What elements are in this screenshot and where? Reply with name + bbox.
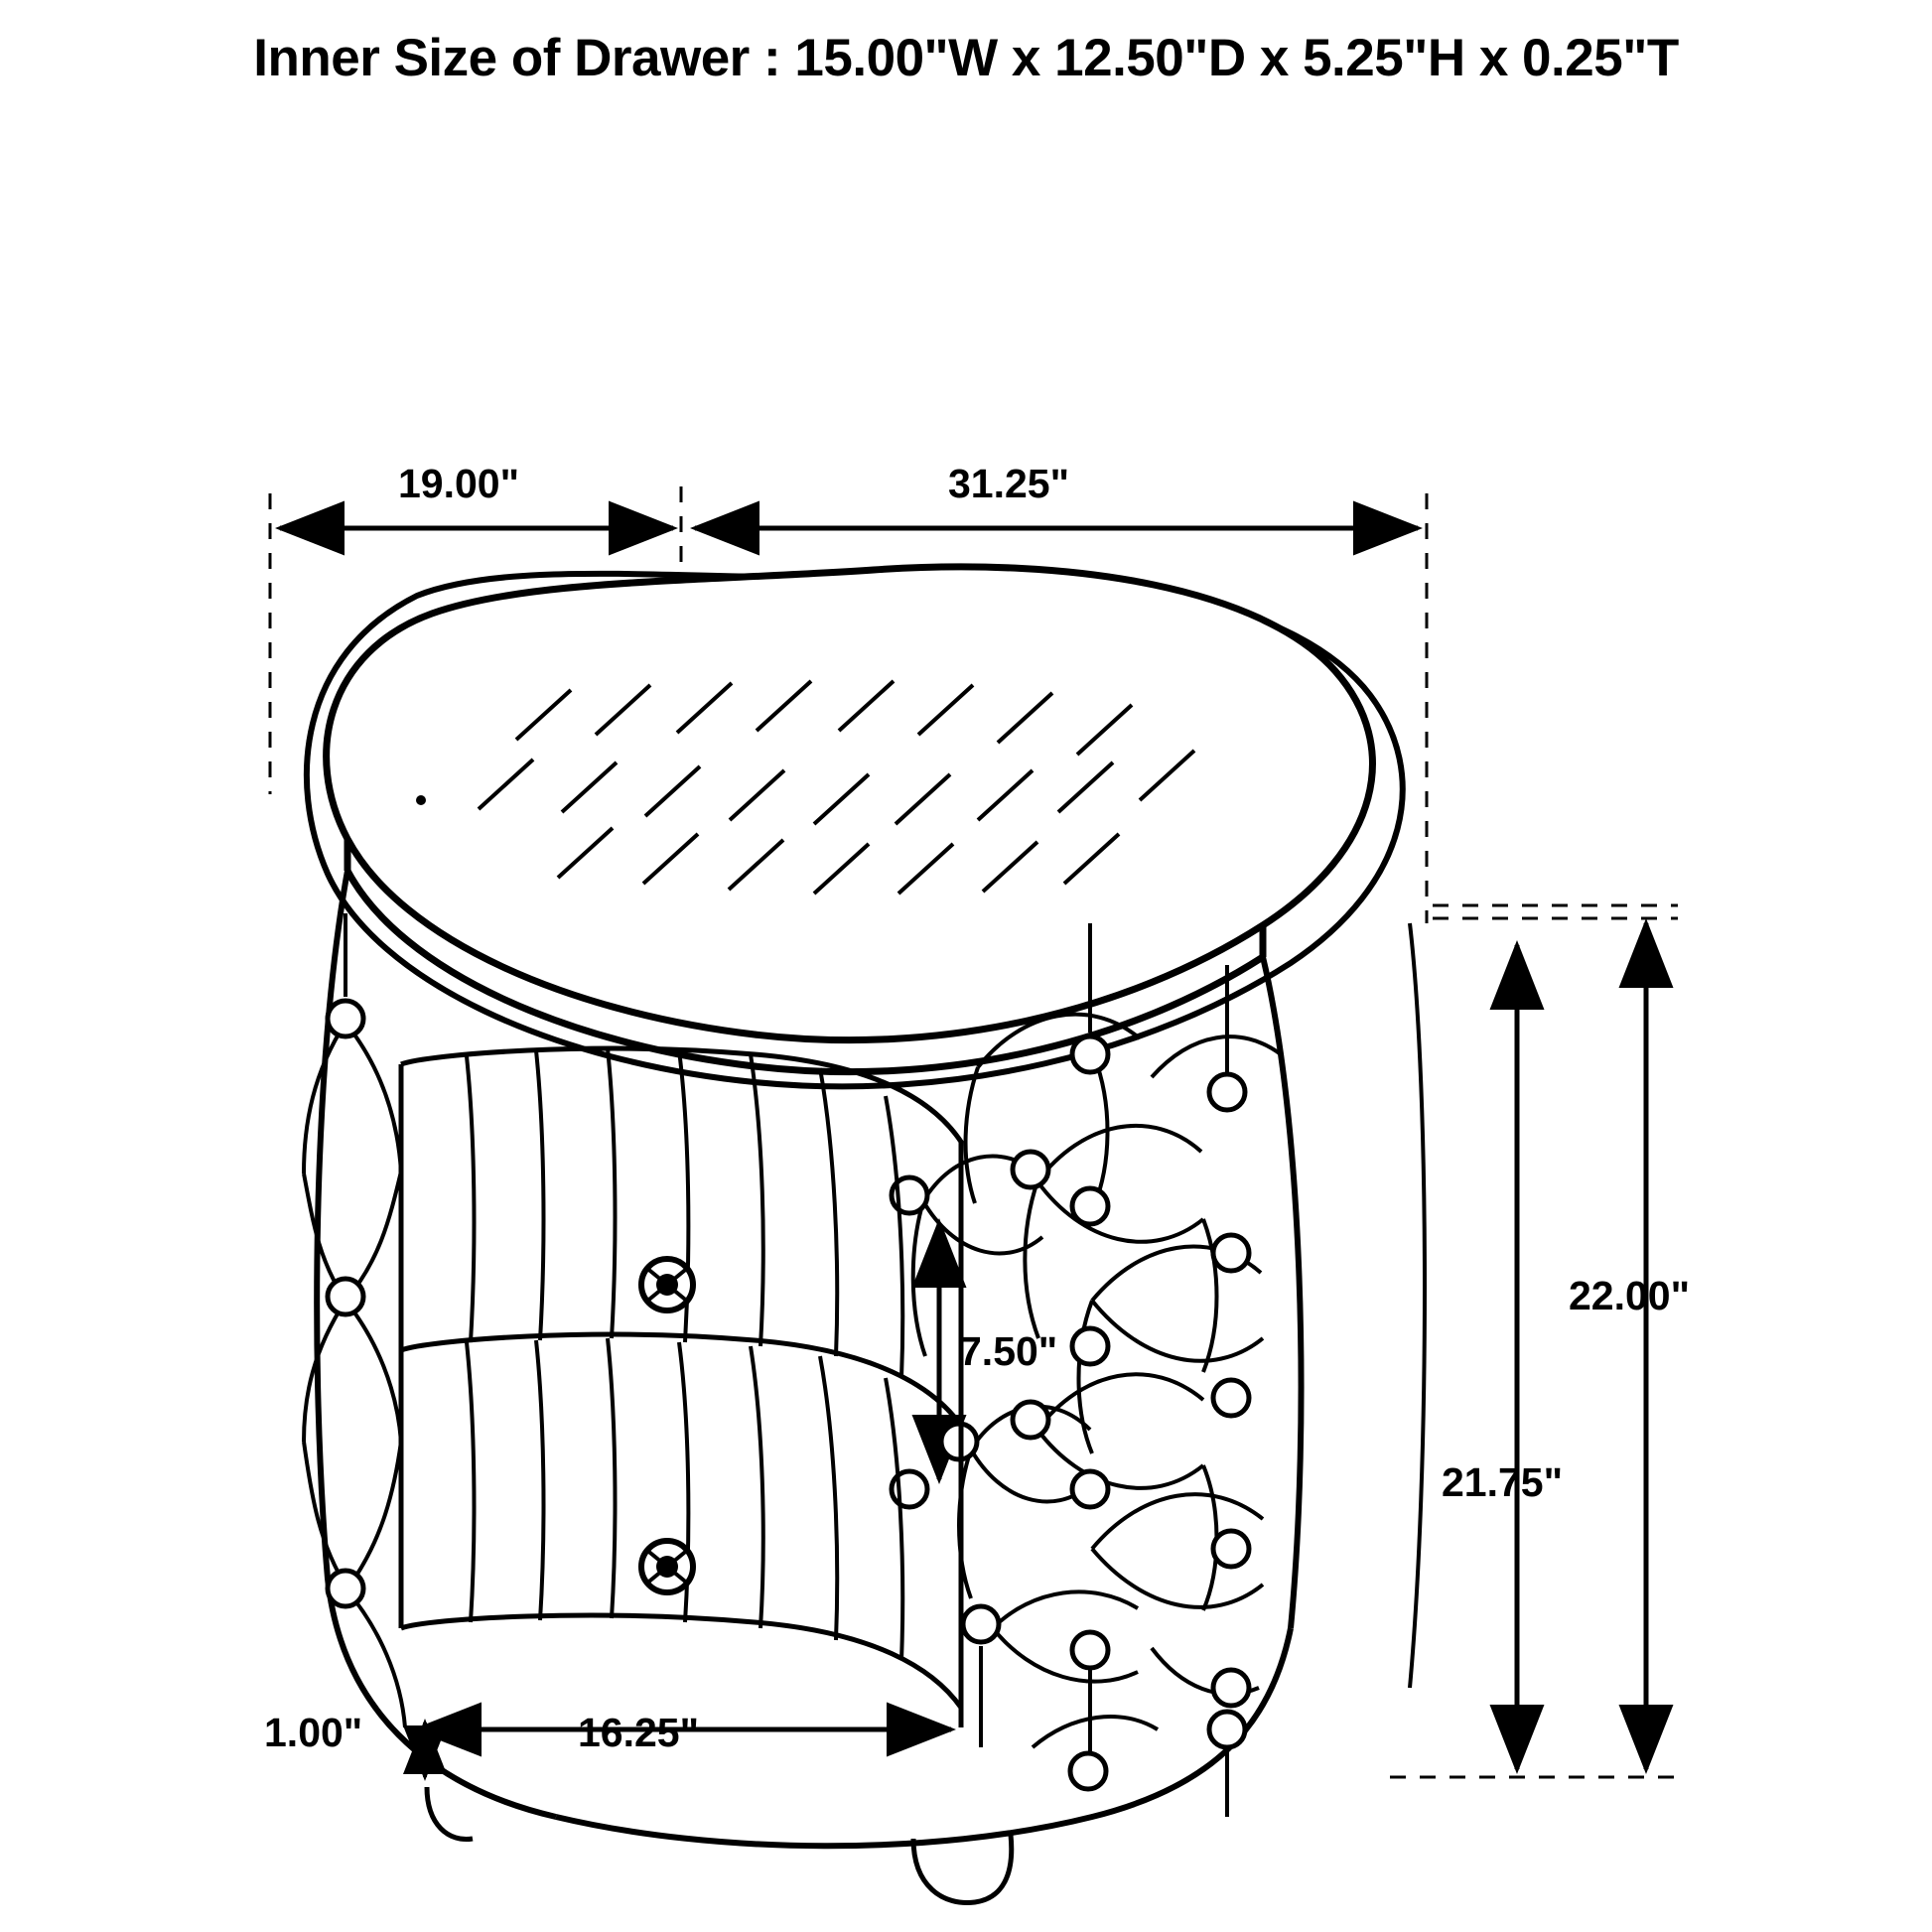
dimension-label-top-right: 31.25" [948, 461, 1070, 506]
tuft-buttons-left [328, 1001, 363, 1606]
dimension-label-overall-height: 22.00" [1569, 1273, 1691, 1318]
drawer-fronts [401, 1048, 961, 1727]
drawer-knob-lower [641, 1541, 693, 1592]
page-title: Inner Size of Drawer : 15.00"W x 12.50"D x 5.25"H x 0.25"T [253, 29, 1679, 87]
right-dimension-group [1390, 905, 1678, 1777]
dimension-label-drawer-height: 7.50" [959, 1328, 1058, 1374]
dimension-label-case-height: 21.75" [1442, 1459, 1564, 1505]
dimension-label-drawer-width: 16.25" [578, 1710, 700, 1755]
dimension-label-top-left: 19.00" [398, 461, 520, 506]
dimension-label-leg-height: 1.00" [264, 1710, 363, 1755]
drawer-knob-upper [641, 1259, 693, 1311]
